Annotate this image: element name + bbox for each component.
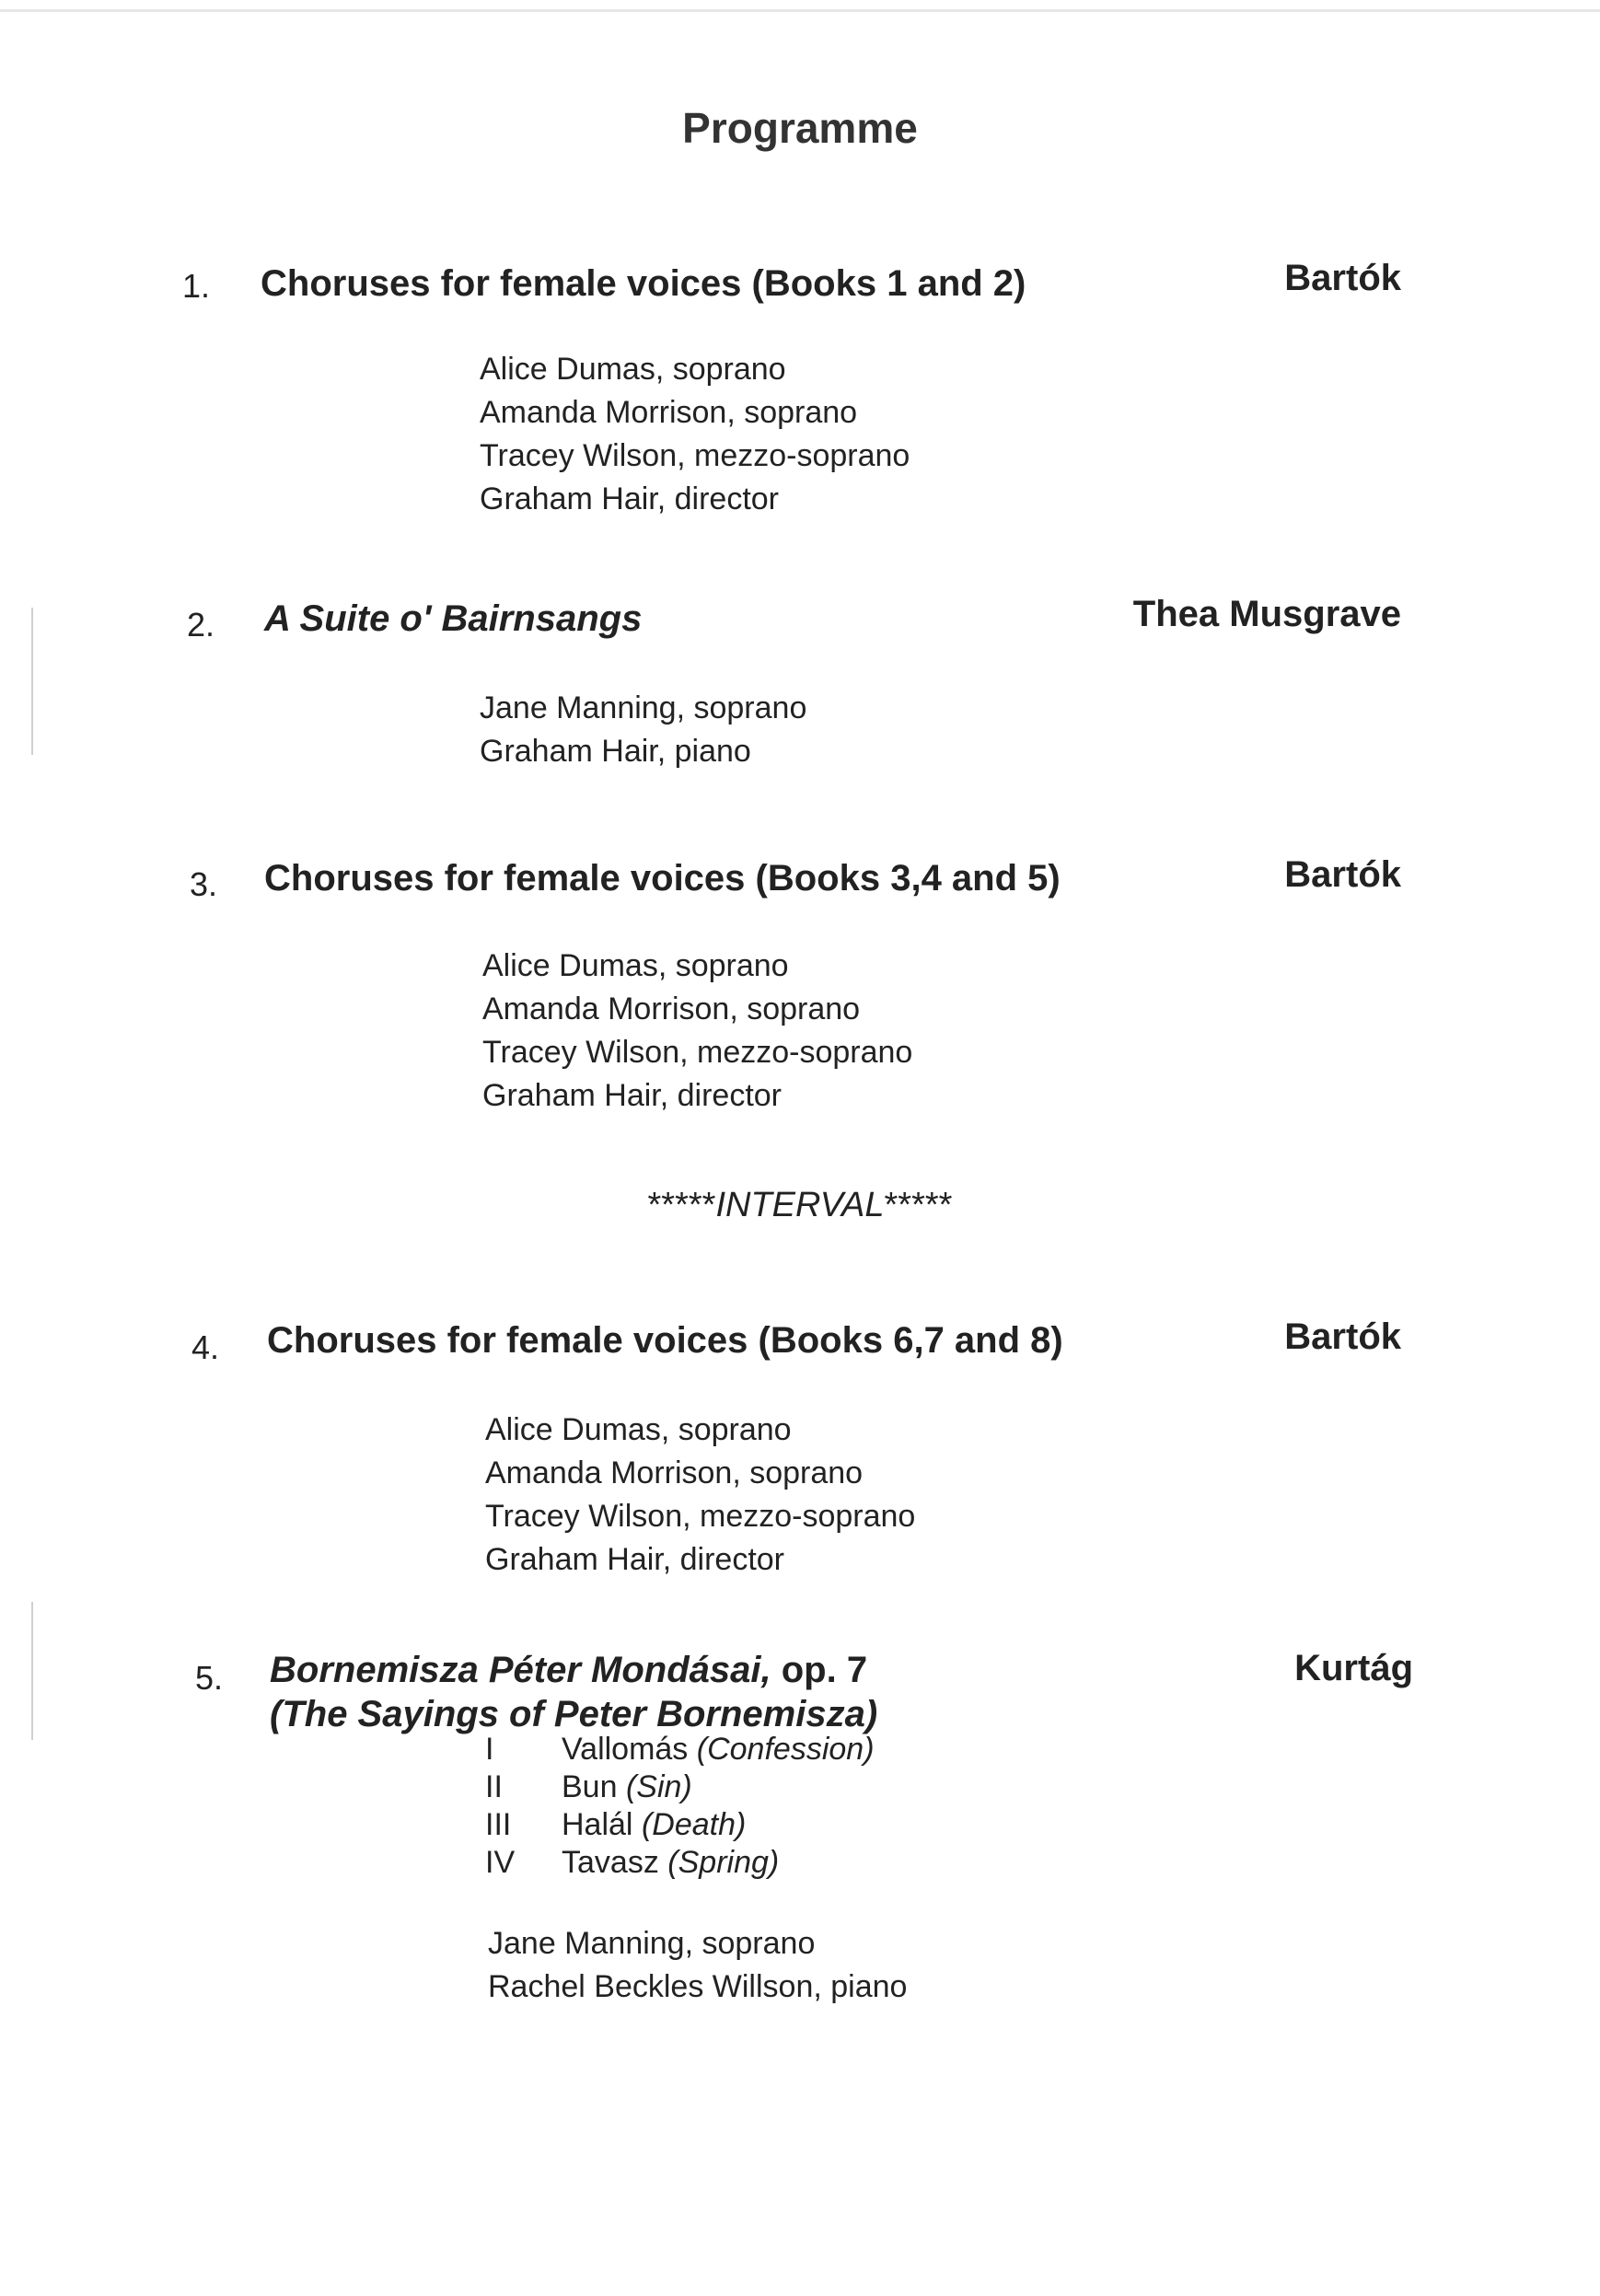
item-number: 4. (191, 1328, 220, 1366)
performer: Alice Dumas, soprano (485, 1412, 792, 1447)
interval-marker (0, 1186, 1600, 1225)
scan-margin-mark (31, 608, 33, 755)
scan-top-edge (0, 9, 1600, 12)
performer-list (488, 1922, 907, 2009)
composer-name: Kurtág (1294, 1648, 1413, 1688)
performer-list (485, 1409, 915, 1582)
performer-list (482, 945, 912, 1118)
composer-name: Bartók (1284, 854, 1401, 895)
performer: Rachel Beckles Willson, piano (488, 1969, 908, 2004)
performer-list (480, 348, 910, 521)
movement-translation: (Sin) (625, 1769, 692, 1804)
performer: Tracey Wilson, mezzo-soprano (482, 1035, 913, 1070)
movement (485, 1806, 875, 1844)
performer: Alice Dumas, soprano (482, 948, 789, 983)
item-number: 5. (195, 1659, 224, 1697)
movement-numeral: III (485, 1807, 512, 1842)
interval-stars: ***** (884, 1186, 953, 1224)
item-number: 2. (187, 606, 215, 644)
work-title: Choruses for female voices (Books 6,7 and 8) (267, 1320, 1063, 1361)
work-title: A Suite o' Bairnsangs (264, 598, 643, 639)
performer: Amanda Morrison, soprano (485, 1455, 864, 1490)
movement-numeral: IV (485, 1845, 516, 1880)
item-number: 1. (182, 267, 211, 305)
work-title: Choruses for female voices (Books 3,4 and 5) (264, 858, 1061, 899)
work-title-main: Bornemisza Péter Mondásai, (270, 1650, 771, 1690)
performer: Tracey Wilson, mezzo-soprano (485, 1499, 916, 1534)
item-number: 3. (190, 865, 218, 903)
performer: Graham Hair, director (480, 481, 779, 516)
performer: Tracey Wilson, mezzo-soprano (480, 438, 910, 473)
performer: Graham Hair, director (485, 1542, 784, 1577)
composer-name: Bartók (1284, 1316, 1401, 1357)
movement (485, 1844, 875, 1882)
scan-margin-mark (31, 1602, 33, 1740)
performer: Amanda Morrison, soprano (480, 395, 858, 430)
interval-stars: ***** (647, 1186, 716, 1224)
performer: Alice Dumas, soprano (480, 352, 786, 387)
movement-translation: (Spring) (667, 1845, 780, 1880)
performer: Graham Hair, piano (480, 734, 751, 769)
performer: Jane Manning, soprano (480, 690, 807, 725)
movement-translation: (Confession) (696, 1732, 875, 1767)
work-title: Choruses for female voices (Books 1 and 2) (261, 263, 1026, 304)
work-subtitle: (The Sayings of Peter Bornemisza) (270, 1694, 878, 1734)
movement-numeral: I (485, 1732, 494, 1767)
page-title: Programme (682, 104, 918, 152)
composer-name: Thea Musgrave (1132, 594, 1401, 634)
movement-title: Vallomás (562, 1732, 689, 1767)
performer: Jane Manning, soprano (488, 1926, 816, 1961)
movement-title: Tavasz (562, 1845, 659, 1880)
performer-list (480, 687, 806, 773)
movement-title: Halál (562, 1807, 633, 1842)
work-opus: op. 7 (771, 1650, 868, 1690)
movement (485, 1768, 875, 1806)
composer-name: Bartók (1284, 258, 1401, 298)
movement (485, 1731, 875, 1768)
work-title (270, 1650, 867, 1691)
movement-numeral: II (485, 1769, 503, 1804)
performer: Amanda Morrison, soprano (482, 991, 861, 1026)
interval-label: INTERVAL (715, 1186, 885, 1224)
performer: Graham Hair, director (482, 1078, 782, 1113)
movement-list (485, 1731, 875, 1882)
movement-translation: (Death) (641, 1807, 747, 1842)
movement-title: Bun (562, 1769, 618, 1804)
